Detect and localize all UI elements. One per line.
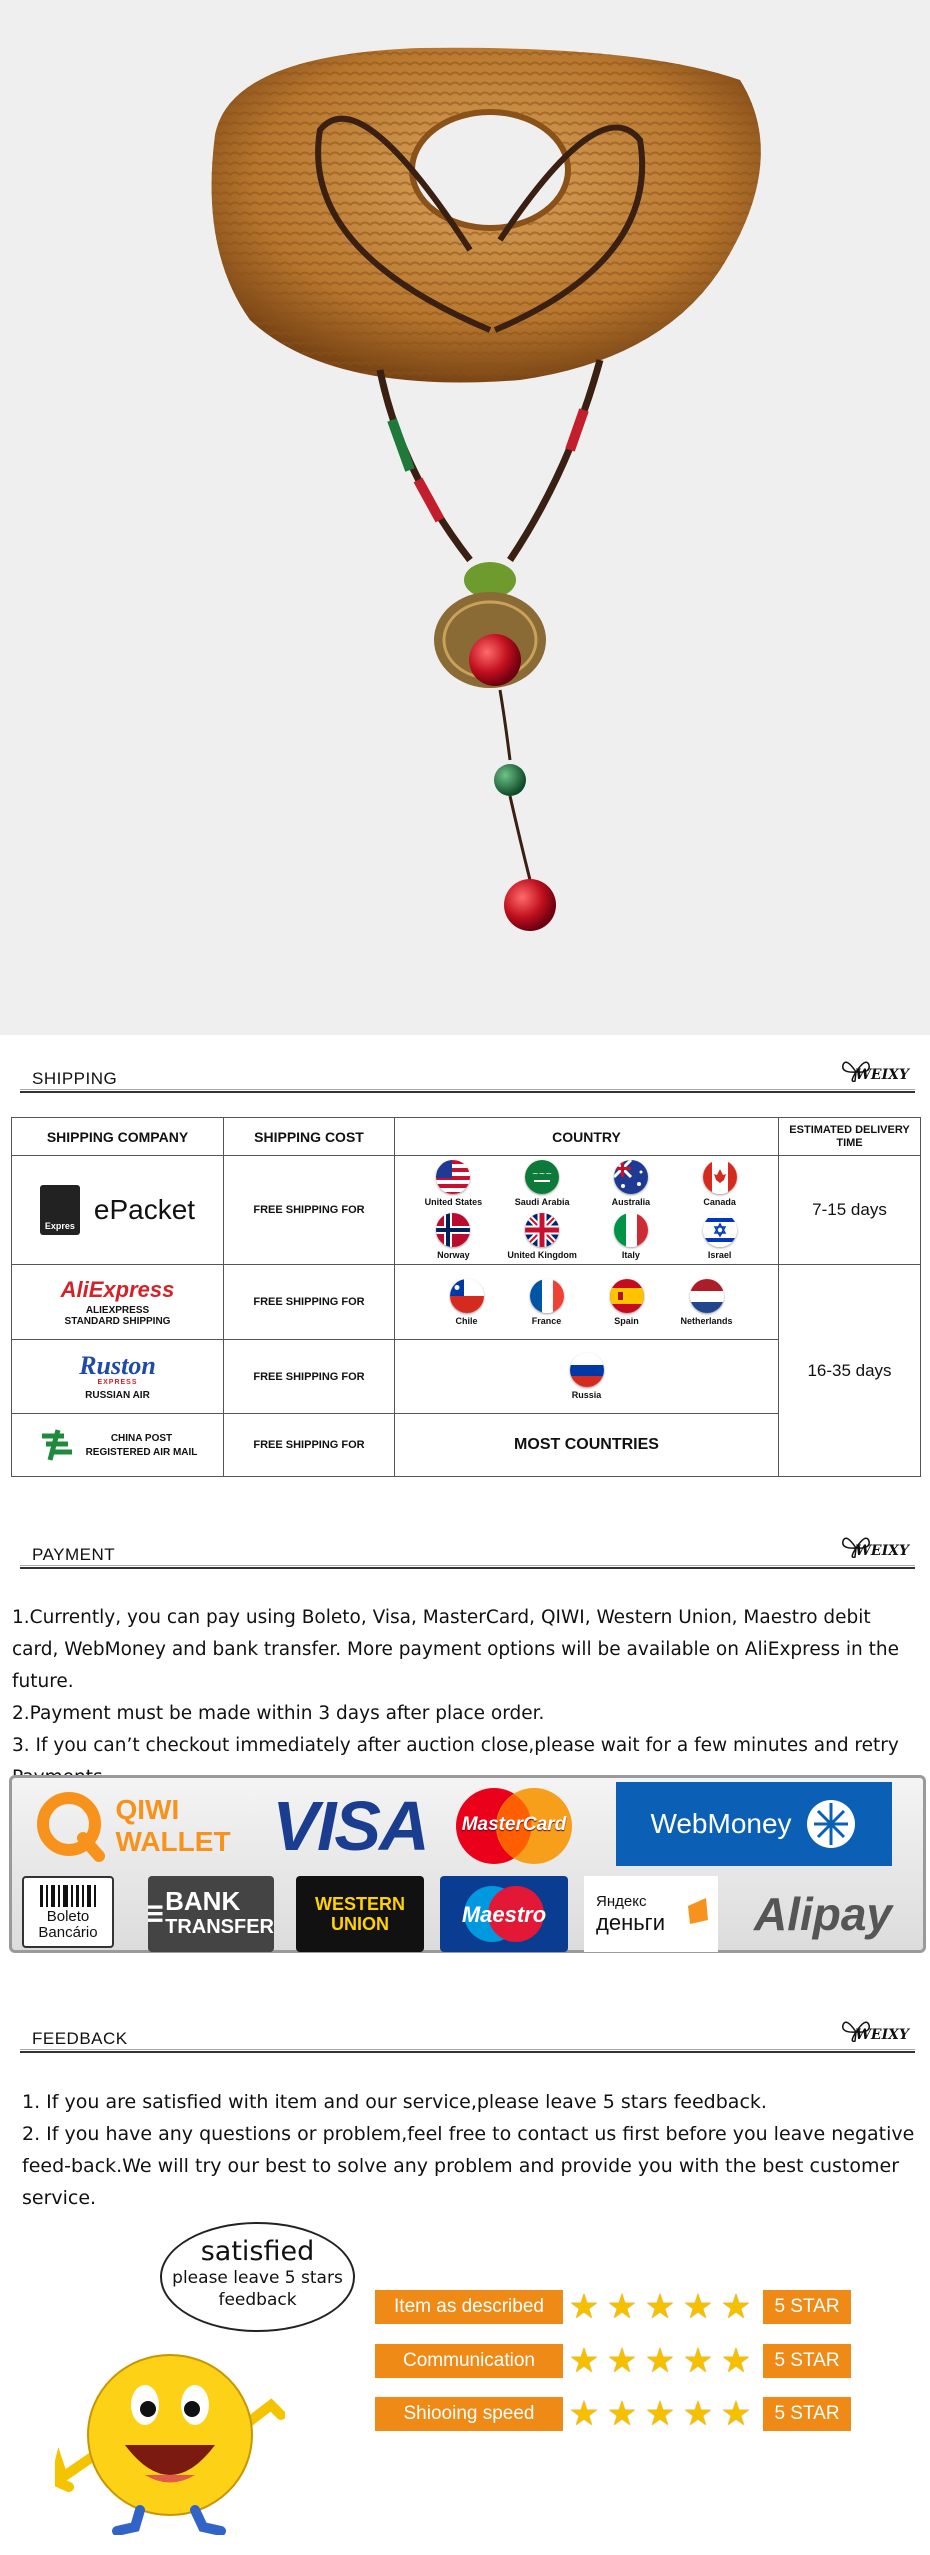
delivery-time: 16-35 days [779, 1265, 921, 1477]
product-photo [0, 0, 930, 1035]
divider [20, 1091, 915, 1093]
smiley-mascot-icon [55, 2305, 285, 2535]
uk-flag-icon [525, 1213, 559, 1247]
carrier-cell: CHINA POST REGISTERED AIR MAIL [12, 1414, 224, 1477]
payment-line: 3. If you can’t checkout immediately after auction close,please wait for a few minutes and retry [12, 1735, 899, 1756]
france-flag-icon [530, 1279, 564, 1313]
country-cell: MOST COUNTRIES [395, 1414, 779, 1477]
country-flag: Netherlands [667, 1279, 747, 1326]
chile-flag-icon [450, 1279, 484, 1313]
payment-line: 1.Currently, you can pay using Boleto, Visa, MasterCard, QIWI, Western Union, Maestro debit card, WebMoney and bank transfer. More payment options will be available on AliExpress in the future. [12, 1607, 900, 1692]
country-flag: Canada [680, 1160, 760, 1207]
shipping-title: SHIPPING [32, 1069, 118, 1088]
star-icon: ★ [644, 2342, 676, 2380]
brand-logo [845, 1525, 915, 1565]
country-flag: France [507, 1279, 587, 1326]
divider [20, 2049, 915, 2050]
wallet-icon [686, 1896, 710, 1926]
russia-flag-icon [570, 1353, 604, 1387]
star-rating [565, 2397, 755, 2431]
carrier-cell: AliExpress ALIEXPRESS STANDARD SHIPPING [12, 1265, 224, 1340]
israel-flag-icon [703, 1213, 737, 1247]
mastercard-logo: MasterCard [444, 1786, 584, 1866]
feedback-section-header [20, 2013, 915, 2053]
table-row [12, 1265, 921, 1340]
brand-logo-text: WEIXY [855, 2027, 909, 2043]
carrier-name: ePacket [93, 1194, 196, 1226]
saudi-arabia-flag-icon [525, 1160, 559, 1194]
star-icon: ★ [720, 2395, 752, 2433]
feedback-title: FEEDBACK [32, 2029, 128, 2048]
divider [20, 1565, 915, 1566]
payment-section-header [20, 1529, 915, 1569]
ruston-logo: Ruston [79, 1350, 156, 1380]
shipping-cost: FREE SHIPPING FOR [224, 1339, 395, 1414]
country-flag: Spain [587, 1279, 667, 1326]
yandex-money-logo: Яндекс деньги [584, 1876, 718, 1952]
barcode-icon [38, 1883, 98, 1909]
country-cell [395, 1265, 779, 1340]
country-flag: Italy [591, 1213, 671, 1260]
country-flag: ~~~ Saudi Arabia [502, 1160, 582, 1207]
netherlands-flag-icon [690, 1279, 724, 1313]
delivery-time: 7-15 days [779, 1156, 921, 1265]
shipping-cost: FREE SHIPPING FOR [224, 1414, 395, 1477]
star-rating [565, 2290, 755, 2324]
star-icon: ★ [682, 2288, 714, 2326]
country-flag: Norway [413, 1213, 493, 1260]
carrier-cell [12, 1156, 224, 1265]
spain-flag-icon [610, 1279, 644, 1313]
rating-value: 5 STAR [763, 2344, 851, 2378]
bank-bars-icon [148, 1897, 165, 1931]
country-flag: United Kingdom [502, 1213, 582, 1260]
star-icon: ★ [568, 2288, 600, 2326]
star-icon: ★ [682, 2342, 714, 2380]
carrier-cell: Ruston EXPRESS RUSSIAN AIR [12, 1339, 224, 1414]
bank-transfer-logo: BANK TRANSFER [148, 1876, 274, 1952]
payment-logos-panel [9, 1775, 926, 1953]
column-header: SHIPPING COST [224, 1118, 395, 1156]
country-cell [395, 1339, 779, 1414]
star-icon: ★ [720, 2342, 752, 2380]
rating-label: Item as described [375, 2290, 563, 2324]
qiwi-wallet-logo: QIWI WALLET [18, 1784, 248, 1868]
rating-label: Communication [375, 2344, 563, 2378]
star-icon: ★ [606, 2342, 638, 2380]
divider [20, 1089, 915, 1090]
feedback-line: 1. If you are satisfied with item and our service,please leave 5 stars feedback. [22, 2091, 767, 2113]
star-icon: ★ [644, 2395, 676, 2433]
country-flag: Russia [547, 1353, 627, 1400]
australia-flag-icon [614, 1160, 648, 1194]
webmoney-logo: WebMoney [616, 1782, 892, 1866]
table-row [12, 1156, 921, 1265]
star-icon: ★ [568, 2342, 600, 2380]
aliexpress-logo: AliExpress [60, 1277, 175, 1303]
norway-flag-icon [436, 1213, 470, 1247]
maestro-logo: Maestro [440, 1876, 568, 1952]
speech-bubble [160, 2222, 355, 2332]
brand-logo-text: WEIXY [855, 1067, 909, 1083]
italy-flag-icon [614, 1213, 648, 1247]
boleto-logo: Boleto Bancário [22, 1876, 114, 1948]
country-cell [395, 1156, 779, 1265]
shipping-cost: FREE SHIPPING FOR [224, 1156, 395, 1265]
shipping-section-header [20, 1053, 915, 1093]
visa-logo: VISA [272, 1787, 428, 1865]
epacket-logo-icon: Expres [40, 1185, 80, 1235]
us-flag-icon [436, 1160, 470, 1194]
divider [20, 2051, 915, 2053]
star-icon: ★ [644, 2288, 676, 2326]
table-header-row [12, 1118, 921, 1156]
star-icon: ★ [682, 2395, 714, 2433]
bubble-title: satisfied [200, 2236, 315, 2267]
western-union-logo: WESTERN UNION [296, 1876, 424, 1952]
rating-label: Shiooing speed [375, 2397, 563, 2431]
feedback-line: 2. If you have any questions or problem,feel free to contact us first before you leave negative feed-back.We will try our best to solve any problem and provide you with the best customer service. [22, 2123, 915, 2209]
rating-row-item-as-described [375, 2290, 855, 2324]
necklace-product-image [0, 0, 930, 1035]
country-flag: Australia [591, 1160, 671, 1207]
brand-logo [845, 1049, 915, 1089]
canada-flag-icon [703, 1160, 737, 1194]
column-header: COUNTRY [395, 1118, 779, 1156]
star-icon: ★ [720, 2288, 752, 2326]
country-flag: Israel [680, 1213, 760, 1260]
column-header: SHIPPING COMPANY [12, 1118, 224, 1156]
rating-value: 5 STAR [763, 2290, 851, 2324]
payment-title: PAYMENT [32, 1545, 116, 1564]
brand-logo-text: WEIXY [855, 1543, 909, 1559]
star-icon: ★ [606, 2288, 638, 2326]
qiwi-icon [35, 1790, 107, 1862]
payment-line: 2.Payment must be made within 3 days after place order. [12, 1703, 545, 1724]
shipping-table [11, 1117, 921, 1477]
country-flag: Chile [427, 1279, 507, 1326]
bubble-text: please leave 5 stars feedback [172, 2268, 343, 2310]
column-header: ESTIMATED DELIVERY TIME [779, 1118, 921, 1156]
country-flag: United States [413, 1160, 493, 1207]
brand-logo [845, 2009, 915, 2049]
star-rating [565, 2344, 755, 2378]
rating-value: 5 STAR [763, 2397, 851, 2431]
svg-text:~~~: ~~~ [532, 1169, 553, 1179]
divider [20, 1567, 915, 1569]
globe-icon [804, 1797, 858, 1851]
star-icon: ★ [568, 2395, 600, 2433]
feedback-text [22, 2086, 917, 2214]
rating-row-shipping-speed [375, 2397, 855, 2431]
alipay-logo: Alipay [753, 1888, 893, 1940]
china-post-icon [38, 1426, 76, 1464]
shipping-cost: FREE SHIPPING FOR [224, 1265, 395, 1340]
payment-text [12, 1602, 912, 1794]
star-icon: ★ [606, 2395, 638, 2433]
rating-row-communication [375, 2344, 855, 2378]
